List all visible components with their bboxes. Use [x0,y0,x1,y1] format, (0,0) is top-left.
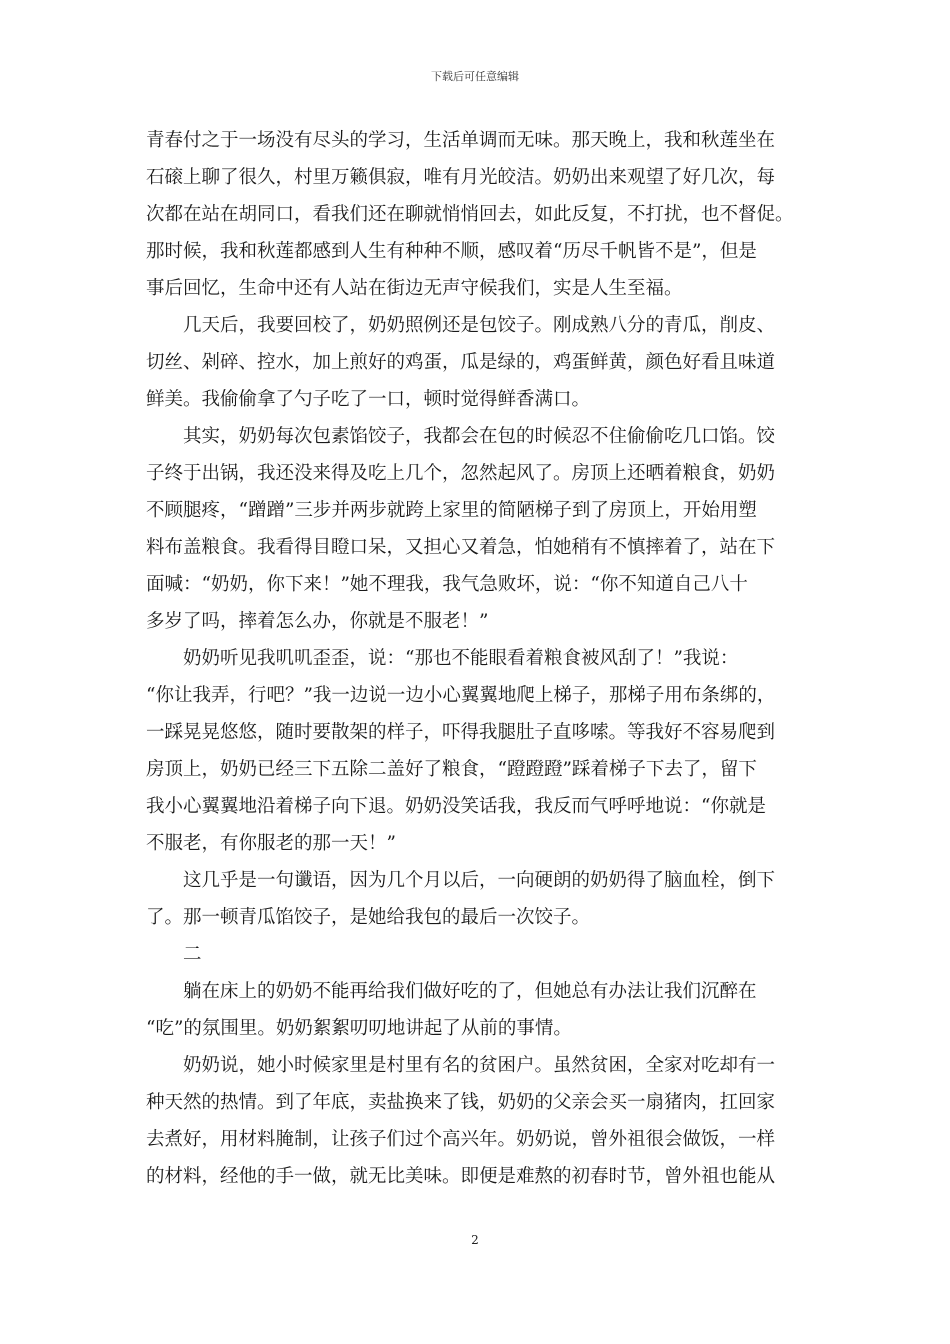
text-line: 多岁了吗，摔着怎么办，你就是不服老！” [146,611,489,632]
section-heading [146,936,810,973]
paragraph [146,1047,810,1195]
paragraph [146,640,810,862]
text-line: 石磙上聊了很久，村里万籁俱寂，唯有月光皎洁。奶奶出来观望了好几次，每 [146,167,776,188]
document-body [146,122,810,1195]
text-line: 去煮好，用材料腌制，让孩子们过个高兴年。奶奶说，曾外祖很会做饭，一样 [146,1129,776,1150]
text-line: 不顾腿疼，“蹭蹭”三步并两步就跨上家里的简陋梯子到了房顶上，开始用塑 [146,500,757,521]
text-line: 子终于出锅，我还没来得及吃上几个，忽然起风了。房顶上还晒着粮食，奶奶 [146,463,776,484]
text-line: 的材料，经他的手一做，就无比美味。即便是难熬的初春时节，曾外祖也能从 [146,1166,776,1187]
text-line: 面喊：“奶奶，你下来！”她不理我，我气急败坏，说：“你不知道自己八十 [146,574,748,595]
paragraph [146,418,810,640]
text-line: 一踩晃晃悠悠，随时要散架的样子，吓得我腿肚子直哆嗦。等我好不容易爬到 [146,722,776,743]
text-line: 青春付之于一场没有尽头的学习，生活单调而无味。那天晚上，我和秋莲坐在 [146,130,776,151]
text-line: 了。那一顿青瓜馅饺子，是她给我包的最后一次饺子。 [146,907,591,928]
text-line: 鲜美。我偷偷拿了勺子吃了一口，顿时觉得鲜香满口。 [146,389,591,410]
text-line: “你让我弄，行吧？”我一边说一边小心翼翼地爬上梯子，那梯子用布条绑的， [146,685,776,706]
paragraph [146,122,810,307]
paragraph [146,862,810,936]
text-line: 事后回忆，生命中还有人站在街边无声守候我们，实是人生至福。 [146,278,683,299]
text-line: 这几乎是一句谶语，因为几个月以后，一向硬朗的奶奶得了脑血栓，倒下 [183,870,776,891]
text-line: 不服老，有你服老的那一天！” [146,833,396,854]
text-line: 那时候，我和秋莲都感到人生有种种不顺，感叹着“历尽千帆皆不是”，但是 [146,241,757,262]
text-line: 奶奶听见我叽叽歪歪，说：“那也不能眼看着粮食被风刮了！”我说： [183,648,739,669]
text-line: “吃”的氛围里。奶奶絮絮叨叨地讲起了从前的事情。 [146,1018,572,1039]
text-line: 我小心翼翼地沿着梯子向下退。奶奶没笑话我，我反而气呼呼地说：“你就是 [146,796,766,817]
text-line: 躺在床上的奶奶不能再给我们做好吃的了，但她总有办法让我们沉醉在 [183,981,757,1002]
text-line: 二 [183,944,202,965]
text-line: 种天然的热情。到了年底，卖盐换来了钱，奶奶的父亲会买一扇猪肉，扛回家 [146,1092,776,1113]
text-line: 其实，奶奶每次包素馅饺子，我都会在包的时候忍不住偷偷吃几口馅。饺 [183,426,776,447]
text-line: 料布盖粮食。我看得目瞪口呆，又担心又着急，怕她稍有不慎摔着了，站在下 [146,537,776,558]
text-line: 切丝、剁碎、控水，加上煎好的鸡蛋，瓜是绿的，鸡蛋鲜黄，颜色好看且味道 [146,352,776,373]
page-header: 下载后可任意编辑 [431,70,519,83]
text-line: 次都在站在胡同口，看我们还在聊就悄悄回去，如此反复，不打扰，也不督促。 [146,204,794,225]
text-line: 奶奶说，她小时候家里是村里有名的贫困户。虽然贫困，全家对吃却有一 [183,1055,776,1076]
text-line: 几天后，我要回校了，奶奶照例还是包饺子。刚成熟八分的青瓜，削皮、 [183,315,776,336]
paragraph [146,973,810,1047]
page-number: 2 [471,1233,479,1247]
text-line: 房顶上，奶奶已经三下五除二盖好了粮食，“蹬蹬蹬”踩着梯子下去了，留下 [146,759,757,780]
paragraph [146,307,810,418]
